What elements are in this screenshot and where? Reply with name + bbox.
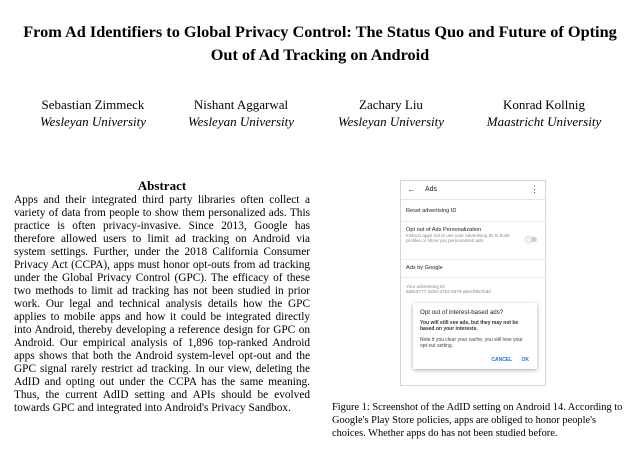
figure-caption: Figure 1: Screenshot of the AdID setting on Android 14. According to Google's Play Store policies, apps are obliged to honor people's choices. Whether apps do has not been studied before. [332, 402, 623, 439]
opt-out-label: Opt out of Ads Personalization [406, 227, 482, 233]
opt-out-toggle [526, 237, 537, 242]
abstract-heading: Abstract [137, 178, 187, 193]
divider [401, 221, 545, 222]
opt-out-dialog [413, 303, 537, 369]
author-name: Nishant Aggarwal [193, 97, 289, 112]
author-2 [176, 96, 306, 130]
author-name: Zachary Liu [359, 97, 423, 112]
author-3 [326, 96, 456, 130]
advertising-id-setting [406, 284, 540, 295]
author-affiliation: Wesleyan University [39, 114, 147, 129]
dialog-title: Opt out of interest-based ads? [420, 309, 504, 316]
ads-by-google: Ads by Google [406, 265, 443, 271]
paper-title: From Ad Identifiers to Global Privacy Control: The Status Quo and Future of Opting Out of Ad Tracking on Android [23, 22, 617, 64]
author-4 [474, 96, 614, 130]
opt-out-setting [406, 227, 519, 244]
opt-out-description: Instruct apps not to use your advertising ID to build profiles or show you personalized ads. [406, 233, 510, 244]
abstract-body: Apps and their integrated third party libraries often collect a variety of data from people to show them personalized ads. This practice is often privacy-invasive. Since 2013, Google has therefore allowed users to limit ad tracking on Android via system settings. Further, under the 2018 California Consumer Privacy Act (CCPA), apps must honor opt-outs from ad tracking under the Global Privacy Control (GPC). The efficacy of these two methods to limit ad tracking has not been studied in prior work. Our legal and technical analysis details how the GPC applies to mobile apps and how it could be integrated directly into Android, thereby developing a reference design for GPC on Android. Our empirical analysis of 1,896 top-ranked Android apps shows that both the Android system-level opt-out and the GPC signal rarely restrict ad tracking. In our view, deleting the AdID and opting out under the CCPA has the same meaning. Thus, the current AdID setting and APIs should be evolved towards GPC and integrated into Android's Privacy Sandbox. [14, 194, 310, 414]
advertising-id-value: 9d9c5777-32b0-47b2-8379-a5ecf9fa7bdd [406, 289, 491, 295]
author-name: Sebastian Zimmeck [41, 97, 145, 112]
divider [401, 259, 545, 260]
author-1 [28, 96, 158, 130]
author-name: Konrad Kollnig [503, 97, 585, 112]
dialog-body-primary: You will still see ads, but they may not be based on your interests. [420, 320, 519, 332]
dialog-body-secondary: Note if you clear your cache, you will lose your opt-out setting. [420, 337, 523, 349]
reset-advertising-id: Reset advertising ID [406, 208, 457, 214]
divider [401, 277, 545, 278]
app-bar [401, 181, 545, 200]
author-affiliation: Wesleyan University [187, 114, 295, 129]
author-affiliation: Maastricht University [486, 114, 602, 129]
android-settings-screenshot [400, 180, 546, 386]
dialog-ok-button: OK [521, 357, 529, 363]
screen-title: Ads [425, 186, 438, 193]
author-affiliation: Wesleyan University [337, 114, 445, 129]
advertising-id-label: Your advertising ID [406, 284, 445, 289]
more-vert-icon: ⋮ [530, 184, 539, 194]
dialog-cancel-button: CANCEL [491, 357, 513, 363]
dialog-buttons [483, 357, 529, 363]
arrow-left-icon: ← [407, 184, 416, 194]
